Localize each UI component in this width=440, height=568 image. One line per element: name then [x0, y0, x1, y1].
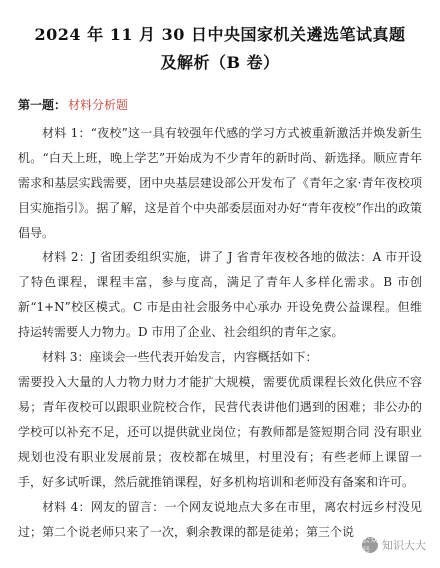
watermark-text: 知识大大: [382, 539, 426, 552]
material-paragraph: 材料 2：J 省团委组织实施，讲了 J 省青年夜校各地的做法：A 市开设了特色课程，课程丰富，参与度高，满足了青年人多样化需求。B 市创新“1+N”校区模式。C 市是由社会服务中心承办 开设免费公益课程。但维持运转需要人力物力。D 市用了企业、社会组织的青年之家。: [18, 250, 422, 339]
question-heading: [18, 96, 128, 113]
material-paragraph: 材料 3：座谈会一些代表开始发言，内容概括如下：: [42, 350, 318, 364]
material-paragraph: 材料 1：“夜校”这一具有较强年代感的学习方式被重新激活并焕发新生机。“白天上班，晚上学艺”开始成为不少青年的新时尚、新选择。顺应青年需求和基层实践需要，团中央基层建设部公开发布了《青年之家·青年夜校项目实施指引》。据了解，这是首个中央部委层面对办好“青年夜校”作出的政策倡导。: [18, 126, 422, 240]
material-1: [18, 121, 422, 246]
wechat-logo-icon: 公众号: [362, 535, 378, 555]
question-label: 第一题：: [18, 98, 67, 112]
document-subtitle: 及解析（B 卷）: [160, 53, 280, 72]
watermark: [358, 536, 430, 554]
material-2: [18, 245, 422, 345]
material-3: [18, 345, 422, 495]
question-type: 材料分析题: [68, 98, 129, 112]
document-title: 2024 年 11 月 30 日中央国家机关遴选笔试真题: [34, 25, 406, 44]
material-paragraph: 材料 4：网友的留言：一个网友说地点大多在市里，离农村远乡村没见过；第二个说老师只来了一次，剩余教课的都是徒弟；第三个说: [18, 500, 422, 539]
material-paragraph: 需要投入大量的人力物力财力才能扩大规模，需要优质课程长效化供应不容易；青年夜校可以跟职业院校合作，民营代表讲他们遇到的困难；非公办的学校可以补充不足，还可以提供就业岗位；有教师都是签短期合同 没有职业规划也没有职业发展前景；夜校都在城里，村里没有；有些老师上课留一手，好多试听课，然后就推销课程，好多机构培训和老师没有备案和许可。: [18, 375, 422, 489]
